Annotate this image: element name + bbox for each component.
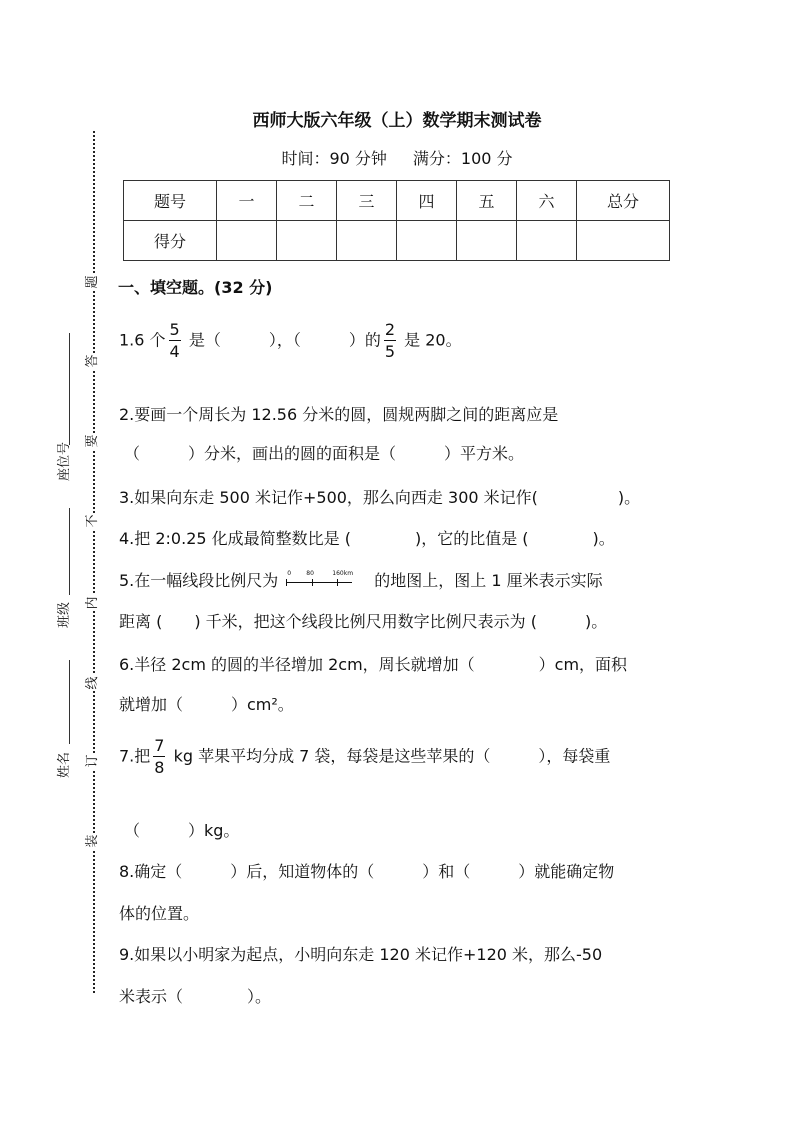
q7-text-a: 7.把 [119,746,151,766]
score-table-header-cell: 总分 [577,181,670,221]
class-underline [69,508,70,595]
name-label: 姓名 [57,751,72,778]
scale-bar-tick [337,579,338,586]
question-5-line-1 [119,568,603,591]
fraction-denominator: 8 [154,758,165,777]
q1-text-b: 是（ ），（ ）的 [188,330,381,350]
scale-bar-tick [286,579,287,586]
score-table-header-cell: 四 [397,181,457,221]
fraction-5-4 [169,322,181,360]
fraction-7-8 [153,738,165,776]
q5-text-a: 5.在一幅线段比例尺为 [119,571,279,590]
question-6-line-1: 6.半径 2cm 的圆的半径增加 2cm，周长就增加（ ）cm，面积 [119,655,628,674]
seat-number-label: 座位号 [57,441,72,481]
question-8-line-2: 体的位置。 [119,904,200,923]
exam-title: 西师大版六年级（上）数学期末测试卷 [252,111,542,131]
question-9-line-1: 9.如果以小明家为起点，小明向东走 120 米记作+120 米，那么-50 [119,945,603,964]
score-table-score-row [124,221,670,261]
score-table-row-label: 得分 [124,221,217,261]
margin-char: 内 [85,596,100,610]
exam-full-score: 满分：100 分 [412,149,513,168]
score-cell[interactable] [217,221,277,261]
margin-char: 装 [85,834,100,848]
question-1 [119,322,462,360]
q1-text-c: 是 20。 [404,330,462,350]
score-table-header-cell: 三 [337,181,397,221]
margin-char: 线 [85,676,100,690]
q7-text-b: kg 苹果平均分成 7 袋，每袋是这些苹果的（ ），每袋重 [173,746,611,766]
seat-number-underline [69,333,70,445]
question-6-line-2: 就增加（ ）cm²。 [119,695,294,714]
name-underline [69,660,70,744]
exam-time: 时间：90 分钟 [281,149,387,168]
line-scale-bar [286,569,354,589]
margin-char: 题 [85,275,100,289]
question-2-line-2: （ ）分米，画出的圆的面积是（ ）平方米。 [124,444,525,463]
question-4: 4.把 2:0.25 化成最简整数比是 ( )，它的比值是 ( )。 [119,529,615,548]
question-9-line-2: 米表示（ ）。 [119,987,272,1006]
question-5-line-2: 距离 ( ) 千米，把这个线段比例尺用数字比例尺表示为 ( )。 [119,612,608,631]
score-table-header-cell: 六 [517,181,577,221]
score-table-header-cell: 题号 [124,181,217,221]
margin-char: 答 [85,354,100,368]
fraction-numerator: 2 [384,320,396,339]
fraction-numerator: 7 [154,736,165,755]
exam-subtitle [0,146,794,169]
fraction-denominator: 4 [169,342,180,361]
binding-dotted-line [93,131,95,993]
margin-char: 订 [85,754,100,768]
scale-bar-label: 160km [332,569,354,577]
score-table-header-row [124,181,670,221]
fraction-denominator: 5 [384,342,396,361]
score-cell[interactable] [517,221,577,261]
question-7-line-1 [119,738,610,776]
q5-text-b: 的地图上，图上 1 厘米表示实际 [374,571,603,590]
score-table-header-cell: 五 [457,181,517,221]
question-7-line-2: （ ）kg。 [124,821,240,840]
score-table-header-cell: 一 [217,181,277,221]
scale-bar-label: 80 [306,569,314,577]
question-2-line-1: 2.要画一个周长为 12.56 分米的圆，圆规两脚之间的距离应是 [119,405,559,424]
score-cell[interactable] [397,221,457,261]
scale-bar-label: 0 [287,569,292,577]
score-cell[interactable] [457,221,517,261]
fraction-2-5 [384,322,396,360]
section-1-title: 一、填空题。(32 分) [118,278,273,297]
margin-char: 不 [85,514,100,528]
scale-bar-tick [312,579,313,586]
question-8-line-1: 8.确定（ ）后，知道物体的（ ）和（ ）就能确定物 [119,862,615,881]
fraction-numerator: 5 [169,320,180,339]
score-cell[interactable] [277,221,337,261]
score-table-header-cell: 二 [277,181,337,221]
score-cell[interactable] [337,221,397,261]
scale-bar-line [286,582,352,583]
score-cell[interactable] [577,221,670,261]
margin-char: 要 [85,434,100,448]
class-label: 班级 [57,601,72,628]
question-3: 3.如果向东走 500 米记作+500，那么向西走 300 米记作( )。 [119,488,641,507]
score-table [123,180,670,261]
q1-text-a: 1.6 个 [119,330,166,350]
